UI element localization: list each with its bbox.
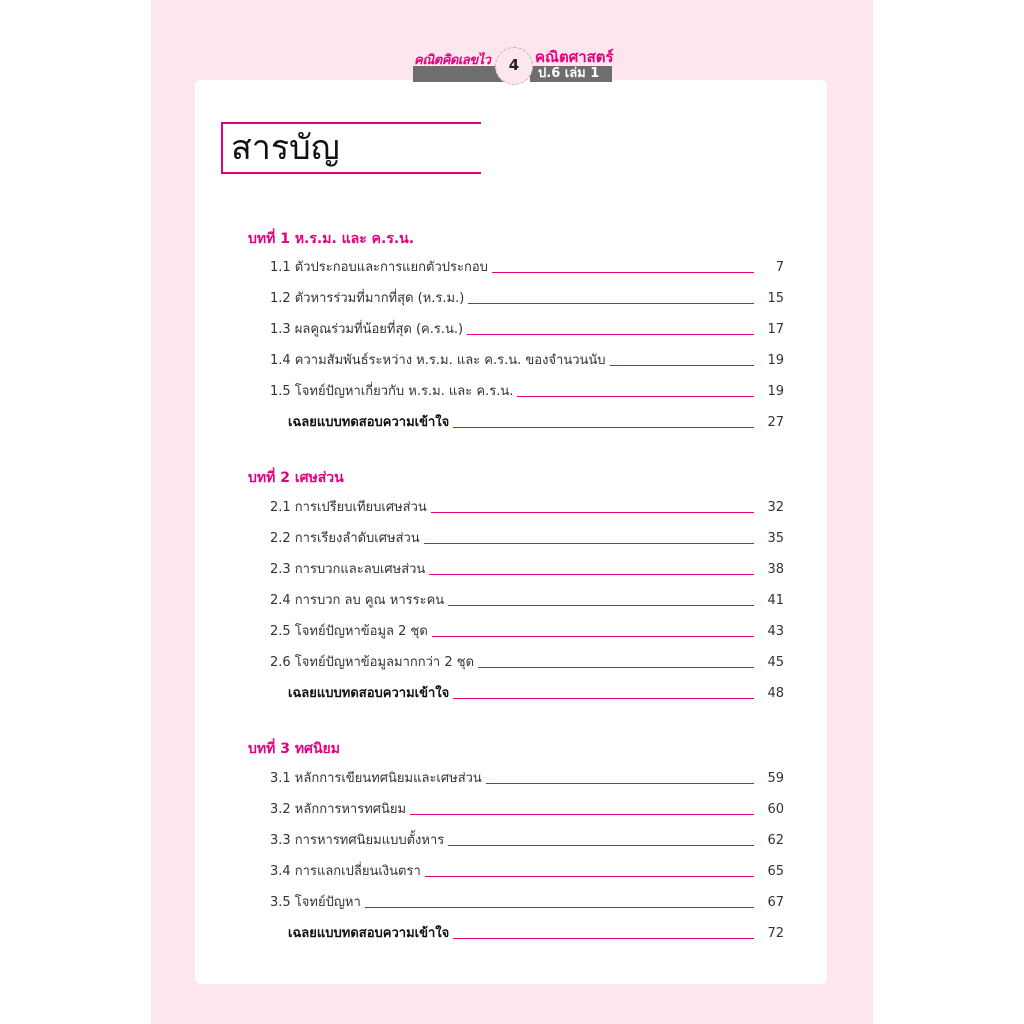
toc-entry-label: 1.2 ตัวหารร่วมที่มากที่สุด (ห.ร.ม.): [270, 290, 468, 308]
toc-entry-label: 2.3 การบวกและลบเศษส่วน: [270, 561, 429, 579]
toc-entry-label: 1.5 โจทย์ปัญหาเกี่ยวกับ ห.ร.ม. และ ค.ร.น.: [270, 383, 517, 401]
toc-entry-page: 59: [767, 771, 784, 786]
toc-entry-page: 19: [767, 384, 784, 399]
toc-entry-label: 2.2 การเรียงลำดับเศษส่วน: [270, 530, 424, 548]
toc-entry-page: 41: [767, 593, 784, 608]
toc-entry[interactable]: [270, 592, 784, 610]
toc-entry[interactable]: [270, 352, 784, 370]
toc-entry-label: 2.1 การเปรียบเทียบเศษส่วน: [270, 499, 431, 517]
toc-entry-label: เฉลยแบบทดสอบความเข้าใจ: [288, 685, 453, 703]
toc-entry[interactable]: [270, 321, 784, 339]
toc-entry-page: 27: [767, 415, 784, 430]
toc-entry-page: 48: [767, 686, 784, 701]
toc-entry-page: 65: [767, 864, 784, 879]
header-subject: คณิตศาสตร์: [535, 48, 614, 66]
toc-entry[interactable]: [270, 623, 784, 641]
toc-entry-page: 43: [767, 624, 784, 639]
toc-entry-label: 2.5 โจทย์ปัญหาข้อมูล 2 ชุด: [270, 623, 432, 641]
toc-entry-label: 1.4 ความสัมพันธ์ระหว่าง ห.ร.ม. และ ค.ร.น. ของจำนวนนับ: [270, 352, 610, 370]
toc-entry-label: เฉลยแบบทดสอบความเข้าใจ: [288, 414, 453, 432]
toc-entry-label: 3.2 หลักการหารทศนิยม: [270, 801, 410, 819]
toc-entry-label: 2.6 โจทย์ปัญหาข้อมูลมากกว่า 2 ชุด: [270, 654, 478, 672]
toc-entry-label: 3.1 หลักการเขียนทศนิยมและเศษส่วน: [270, 770, 486, 788]
toc-entry-page: 62: [767, 833, 784, 848]
chapter-title: บทที่ 2 เศษส่วน: [248, 470, 344, 486]
toc-entry-label: เฉลยแบบทดสอบความเข้าใจ: [288, 925, 453, 943]
toc-entry[interactable]: [270, 832, 784, 850]
toc-entry[interactable]: [270, 801, 784, 819]
page-title: สารบัญ: [231, 128, 340, 168]
toc-entry[interactable]: [270, 863, 784, 881]
toc-entry-page: 15: [767, 291, 784, 306]
toc-answer-entry[interactable]: [288, 414, 784, 432]
toc-entry-label: 3.3 การหารทศนิยมแบบตั้งหาร: [270, 832, 448, 850]
toc-entry-page: 45: [767, 655, 784, 670]
toc-entry[interactable]: [270, 383, 784, 401]
toc-entry-page: 38: [767, 562, 784, 577]
toc-entry[interactable]: [270, 561, 784, 579]
toc-entry[interactable]: [270, 654, 784, 672]
toc-entry-label: 1.3 ผลคูณร่วมที่น้อยที่สุด (ค.ร.น.): [270, 321, 467, 339]
toc-entry-label: 1.1 ตัวประกอบและการแยกตัวประกอบ: [270, 259, 492, 277]
toc-entry-label: 3.4 การแลกเปลี่ยนเงินตรา: [270, 863, 425, 881]
toc-entry[interactable]: [270, 530, 784, 548]
header-series: คณิตคิดเลขไว: [414, 53, 491, 68]
toc-entry-page: 7: [775, 260, 784, 275]
toc-entry[interactable]: [270, 259, 784, 277]
chapter-title: บทที่ 3 ทศนิยม: [248, 741, 340, 757]
toc-entry[interactable]: [270, 290, 784, 308]
toc-entry-page: 72: [767, 926, 784, 941]
toc-entry-label: 3.5 โจทย์ปัญหา: [270, 894, 365, 912]
page-number: 4: [508, 56, 520, 74]
toc-entry-page: 67: [767, 895, 784, 910]
toc-entry-label: 2.4 การบวก ลบ คูณ หารระคน: [270, 592, 448, 610]
toc-answer-entry[interactable]: [288, 925, 784, 943]
toc-entry[interactable]: [270, 770, 784, 788]
toc-entry-page: 60: [767, 802, 784, 817]
toc-entry-page: 32: [767, 500, 784, 515]
toc-answer-entry[interactable]: [288, 685, 784, 703]
toc-entry-page: 17: [767, 322, 784, 337]
chapter-title: บทที่ 1 ห.ร.ม. และ ค.ร.น.: [248, 231, 415, 247]
toc-entry-page: 35: [767, 531, 784, 546]
toc-entry[interactable]: [270, 894, 784, 912]
header-grade: ป.6 เล่ม 1: [538, 66, 600, 81]
toc-entry[interactable]: [270, 499, 784, 517]
toc-entry-page: 19: [767, 353, 784, 368]
